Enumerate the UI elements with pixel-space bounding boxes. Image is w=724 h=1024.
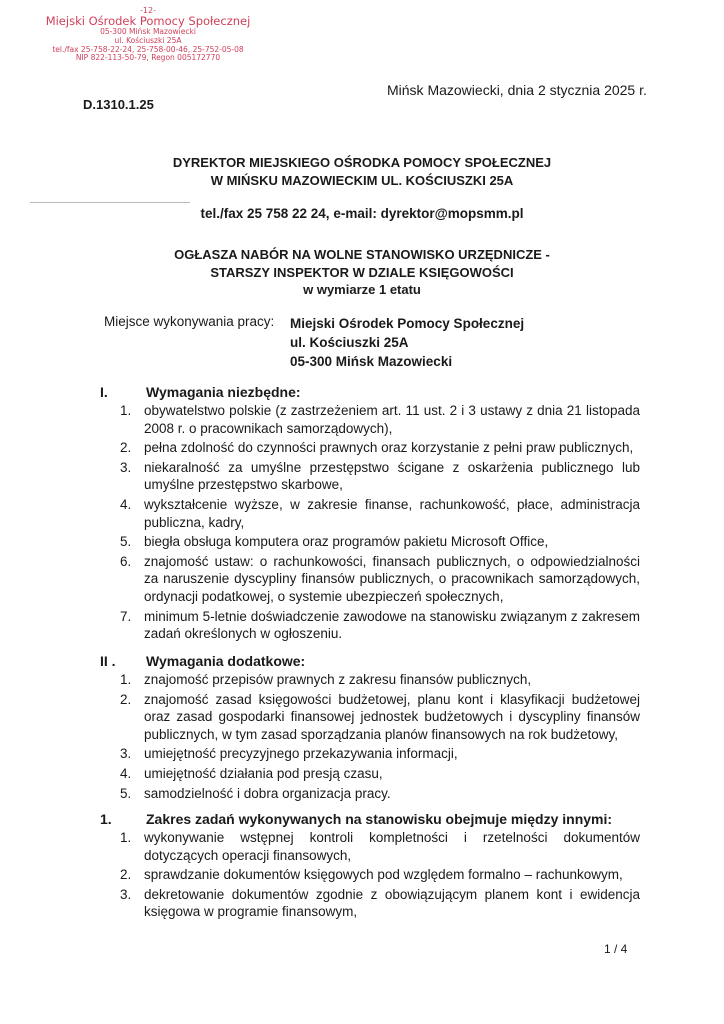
list-item: 3. umiejętność precyzyjnego przekazywania informacji, xyxy=(120,746,458,762)
workplace-line-1: Miejski Ośrodek Pomocy Społecznej xyxy=(290,316,525,331)
list-item: 6. znajomość ustaw: o rachunkowości, finansach publicznych, o odpowiedzialności za naruszenie dyscypliny finansów publicznych, o pracownikach samorządowych, ordynacji podatkowej, o systemie ubezpieczeń społecznych, xyxy=(120,553,640,604)
stamp-number: -12- xyxy=(140,6,156,15)
list-item: 2. pełna zdolność do czynności prawnych oraz korzystanie z pełni praw publicznych, xyxy=(120,440,634,456)
office-stamp xyxy=(28,6,268,63)
list-item: 7. minimum 5-letnie doświadczenie zawodowe na stanowisku związanym z zakresem zadań określonych w ogłoszeniu. xyxy=(120,608,640,642)
section-title: Wymagania dodatkowe: xyxy=(146,653,306,669)
list-item: 1. obywatelstwo polskie (z zastrzeżeniem art. 11 ust. 2 i 3 ustawy z dnia 21 listopada 2008 r. o pracownikach samorządowych), xyxy=(120,403,640,436)
section-marker: 1. xyxy=(100,811,112,827)
section-heading xyxy=(100,384,301,400)
stamp-org: Miejski Ośrodek Pomocy Społecznej xyxy=(45,14,251,29)
list-item: 3. niekaralność za umyślne przestępstwo ścigane z oskarżenia publicznego lub umyślne przestępstwo skarbowe, xyxy=(120,459,640,493)
stamp-postal: 05-300 Mińsk Mazowiecki xyxy=(100,27,196,37)
issuer-line-1: DYREKTOR MIEJSKIEGO OŚRODKA POMOCY SPOŁECZNEJ xyxy=(172,155,552,170)
announcement-line-1: OGŁASZA NABÓR NA WOLNE STANOWISKO URZĘDNICZE - xyxy=(174,247,550,262)
section-marker: II . xyxy=(100,653,116,669)
section-title: Zakres zadań wykonywanych na stanowisku obejmuje między innymi: xyxy=(146,811,613,827)
list-item: 3. dekretowanie dokumentów zgodnie z obowiązującym planem kont i ewidencja księgowa w programie finansowym, xyxy=(120,886,640,920)
contact-line: tel./fax 25 758 22 24, e-mail: dyrektor@mopsmm.pl xyxy=(200,206,524,221)
section-list xyxy=(120,671,640,804)
list-item: 1. wykonywanie wstępnej kontroli kompletności i rzetelności dokumentów dotyczących operacji finansowych, xyxy=(120,830,640,863)
workplace-label: Miejsce wykonywania pracy: xyxy=(104,314,275,329)
workplace-address xyxy=(290,314,524,371)
list-item: 4. umiejętność działania pod presją czasu, xyxy=(120,765,383,781)
page-number: 1 / 4 xyxy=(604,942,628,956)
stamp-phones: tel./fax 25-758-22-24, 25-758-00-46, 25-752-05-08 xyxy=(52,44,244,54)
section-heading xyxy=(100,811,612,827)
list-item: 4. wykształcenie wyższe, w zakresie finanse, rachunkowość, płace, administracja publiczna, kadry, xyxy=(120,496,640,530)
list-item: 2. sprawdzanie dokumentów księgowych pod względem formalno – rachunkowym, xyxy=(120,867,623,883)
announcement-line-2: STARSZY INSPEKTOR W DZIALE KSIĘGOWOŚCI xyxy=(210,264,514,280)
section-marker: I. xyxy=(100,384,108,400)
list-item: 1. znajomość przepisów prawnych z zakresu finansów publicznych, xyxy=(120,672,532,687)
list-item: 5. biegła obsługa komputera oraz programów pakietu Microsoft Office, xyxy=(120,534,549,550)
issuer-heading xyxy=(0,154,724,190)
issuer-line-2: W MIŃSKU MAZOWIECKIM UL. KOŚCIUSZKI 25A xyxy=(210,173,514,188)
section-title: Wymagania niezbędne: xyxy=(146,384,301,400)
announcement-heading xyxy=(0,246,724,299)
section-list xyxy=(120,402,640,645)
workplace-line-3: 05-300 Mińsk Mazowiecki xyxy=(290,354,453,369)
stamp-ids: NIP 822-113-50-79, Regon 005172770 xyxy=(75,53,221,63)
announcement-line-3: w wymiarze 1 etatu xyxy=(303,282,421,297)
list-item: 5. samodzielność i dobra organizacja pracy. xyxy=(120,785,391,801)
stamp-street: ul. Kościuszki 25A xyxy=(114,36,182,46)
place-date: Mińsk Mazowiecki, dnia 2 stycznia 2025 r. xyxy=(387,82,647,98)
list-item: 2. znajomość zasad księgowości budżetowej, planu kont i klasyfikacji budżetowej oraz zasad gospodarki finansowej jednostek budżetowych i dyscypliny finansów publicznych, w tym zasad sporządzania planów finansowych na rok budżetowy, xyxy=(120,691,640,742)
workplace-line-2: ul. Kościuszki 25A xyxy=(290,335,409,350)
reference-number: D.1310.1.25 xyxy=(83,97,154,112)
scan-rule xyxy=(30,202,190,203)
section-heading xyxy=(100,653,305,669)
section-list xyxy=(120,829,640,923)
